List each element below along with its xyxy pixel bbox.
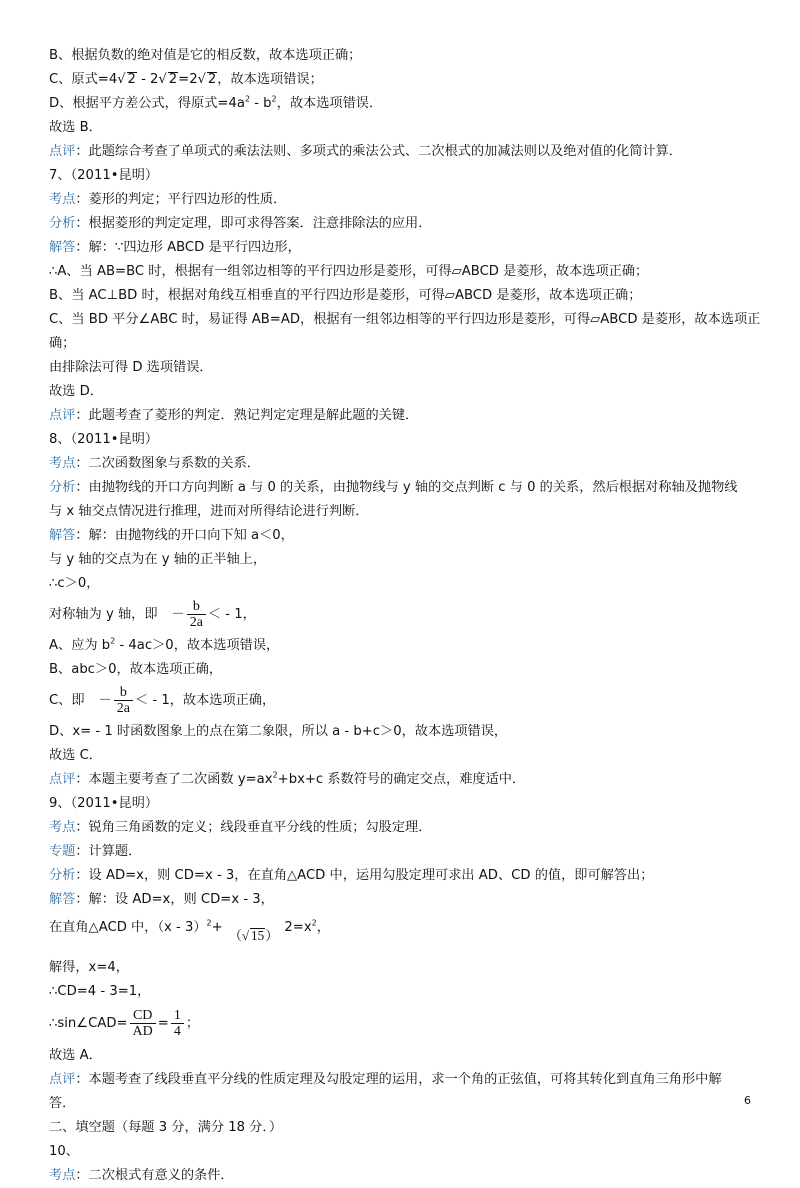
text-line (49, 888, 759, 912)
exponent: 2 (110, 636, 116, 646)
radicand: 2 (168, 72, 178, 87)
keyword-label: 点评 (49, 144, 76, 159)
text-segment: ：此题综合考查了单项式的乘法法则、多项式的乘法公式、二次根式的加减法则以及绝对值的化简计算． (75, 144, 682, 159)
text-line (49, 864, 759, 888)
text-segment: ， (316, 920, 330, 935)
text-segment: 对称轴为 y 轴，即 (49, 607, 158, 622)
text-line: B、根据负数的绝对值是它的相反数，故本选项正确； (49, 48, 362, 63)
text-line (49, 212, 759, 236)
text-segment: +bx+c 系数符号的确定交点，难度适中． (277, 772, 526, 787)
text-line (49, 1164, 759, 1188)
text-segment: D、根据平方差公式，得原式=4a (49, 96, 245, 111)
question-number: 7、（2011•昆明） (49, 168, 159, 183)
numerator: CD (130, 1008, 156, 1024)
keyword-label: 点评 (49, 1072, 76, 1087)
keyword-label: 专题 (49, 844, 76, 859)
text-segment: ：由抛物线的开口方向判断 a 与 0 的关系，由抛物线与 y 轴的交点判断 c 与 0 的关系，然后根据对称轴及抛物线 (75, 480, 738, 495)
text-line: 故选 A． (49, 1048, 102, 1063)
text-segment: ：解：∵四边形 ABCD 是平行四边形， (75, 240, 301, 255)
text-line: 故选 D． (49, 384, 103, 399)
text-segment: =2 (178, 72, 198, 87)
denominator: 4 (173, 1023, 181, 1039)
keyword-label: 解答 (49, 892, 76, 907)
text-segment: ，故本选项错误． (276, 96, 383, 111)
text-line (49, 596, 759, 634)
denominator: 2a (116, 700, 130, 716)
keyword-label: 解答 (49, 240, 76, 255)
keyword-label: 分析 (49, 868, 76, 883)
question-number: 8、（2011•昆明） (49, 432, 159, 447)
text-segment: ：解：由抛物线的开口向下知 a＜0， (75, 528, 294, 543)
keyword-label: 分析 (49, 480, 76, 495)
fraction (130, 1008, 156, 1039)
keyword-label: 考点 (49, 456, 76, 471)
text-line (49, 768, 759, 792)
text-line (49, 1004, 759, 1044)
text-line (49, 236, 759, 260)
text-line: 与 y 轴的交点为在 y 轴的正半轴上， (49, 552, 267, 567)
text-line: C、当 BD 平分∠ABC 时，易证得 AB=AD，根据有一组邻边相等的平行四边形是菱形，可得▱ABCD 是菱形，故本选项正 (49, 312, 761, 327)
denominator: 2a (189, 614, 203, 630)
text-segment: 在直角△ACD 中，（x - 3） (49, 920, 207, 935)
radicand: 2 (127, 72, 136, 87)
text-line: ∴c＞0， (49, 576, 100, 591)
text-line (49, 452, 759, 476)
minus-sign: － (98, 693, 112, 708)
text-line: 答． (49, 1096, 76, 1111)
text-line (49, 682, 759, 720)
text-line (49, 912, 759, 956)
exponent: 2 (271, 94, 277, 104)
text-line (49, 68, 759, 92)
text-segment: ∴sin∠CAD= (49, 1016, 128, 1031)
text-line (49, 634, 759, 658)
text-line: 故选 C． (49, 748, 102, 763)
text-line (49, 476, 759, 500)
text-segment: ：本题考查了线段垂直平分线的性质定理及勾股定理的运用，求一个角的正弦值，可将其转化到直角三角形中解 (75, 1072, 722, 1087)
text-segment: A、应为 b (49, 638, 111, 653)
text-segment: 2=x (284, 920, 312, 935)
text-line: D、x= - 1 时函数图象上的点在第二象限，所以 a - b+c＞0，故本选项错误， (49, 724, 508, 739)
radical-sign: √ (241, 928, 250, 943)
text-line: 故选 B． (49, 120, 102, 135)
numerator: b (187, 599, 206, 615)
fraction (114, 685, 133, 716)
text-segment: ：二次根式有意义的条件． (75, 1168, 234, 1183)
text-segment: ＜ - 1， (207, 607, 256, 622)
text-line: 由排除法可得 D 选项错误． (49, 360, 213, 375)
numerator: b (114, 685, 133, 701)
text-line: ∴CD=4 - 3=1， (49, 984, 151, 999)
text-segment: ：二次函数图象与系数的关系． (75, 456, 260, 471)
keyword-label: 点评 (49, 772, 76, 787)
text-line: 确； (49, 336, 76, 351)
keyword-label: 点评 (49, 408, 76, 423)
text-segment: ：本题主要考查了二次函数 y=ax (75, 772, 273, 787)
fraction (171, 1008, 184, 1039)
text-line: ∴A、当 AB=BC 时，根据有一组邻边相等的平行四边形是菱形，可得▱ABCD 是菱形，故本选项正确； (49, 264, 649, 279)
text-segment: ； (185, 1016, 200, 1031)
text-line: B、当 AC⊥BD 时，根据对角线互相垂直的平行四边形是菱形，可得▱ABCD 是菱形，故本选项正确； (49, 288, 642, 303)
paren-close: ） (265, 928, 279, 943)
text-segment: - b (250, 96, 272, 111)
keyword-label: 考点 (49, 1168, 76, 1183)
text-segment: ＜ - 1，故本选项正确， (135, 693, 276, 708)
radicand: 15 (251, 928, 265, 943)
text-segment: C、原式=4 (49, 72, 118, 87)
page-number: 6 (744, 1094, 751, 1107)
text-segment: + (211, 920, 223, 935)
sqrt-group (229, 921, 279, 951)
section-heading: 二、填空题（每题 3 分，满分 18 分．） (49, 1120, 283, 1135)
text-segment: ：此题考查了菱形的判定．熟记判定定理是解此题的关键． (75, 408, 419, 423)
keyword-label: 解答 (49, 528, 76, 543)
text-segment: ：根据菱形的判定定理，即可求得答案．注意排除法的应用． (75, 216, 432, 231)
radical-sign: √ (197, 72, 206, 87)
text-segment: ：菱形的判定；平行四边形的性质． (75, 192, 287, 207)
denominator: AD (132, 1023, 153, 1039)
text-line (49, 188, 759, 212)
radical-sign: √ (158, 72, 167, 87)
text-segment: ：设 AD=x，则 CD=x - 3，在直角△ACD 中，运用勾股定理可求出 AD、CD 的值，即可解答出； (75, 868, 654, 883)
text-segment: C、即 (49, 693, 85, 708)
fraction (187, 599, 206, 630)
text-line (49, 404, 759, 428)
text-segment: ，故本选项错误； (217, 72, 323, 87)
equals-sign: = (157, 1016, 169, 1031)
text-line (49, 524, 759, 548)
text-line (49, 92, 759, 116)
radical-sign: √ (117, 72, 126, 87)
text-line: 与 x 轴交点情况进行推理，进而对所得结论进行判断． (49, 504, 369, 519)
question-number: 10、 (49, 1144, 79, 1159)
text-line (49, 816, 759, 840)
exponent: 2 (272, 770, 278, 780)
text-line (49, 140, 759, 164)
text-segment: ：解：设 AD=x，则 CD=x - 3， (75, 892, 274, 907)
exponent: 2 (244, 94, 251, 104)
exponent: 2 (206, 918, 212, 928)
keyword-label: 分析 (49, 216, 76, 231)
text-segment: ：锐角三角函数的定义；线段垂直平分线的性质；勾股定理． (75, 820, 432, 835)
keyword-label: 考点 (49, 192, 76, 207)
text-segment: - 2 (136, 72, 159, 87)
question-number: 9、（2011•昆明） (49, 796, 159, 811)
radicand: 2 (207, 72, 217, 87)
document-page (49, 44, 759, 1188)
text-line (49, 840, 759, 864)
text-line (49, 1068, 759, 1092)
numerator: 1 (171, 1008, 184, 1024)
paren-open: （ (228, 928, 242, 943)
exponent: 2 (311, 918, 317, 928)
minus-sign: － (171, 607, 185, 622)
text-line: 解得，x=4， (49, 960, 129, 975)
text-segment: ：计算题． (75, 844, 142, 859)
text-line: B、abc＞0，故本选项正确， (49, 662, 223, 677)
text-segment: - 4ac＞0，故本选项错误， (115, 638, 280, 653)
keyword-label: 考点 (49, 820, 76, 835)
